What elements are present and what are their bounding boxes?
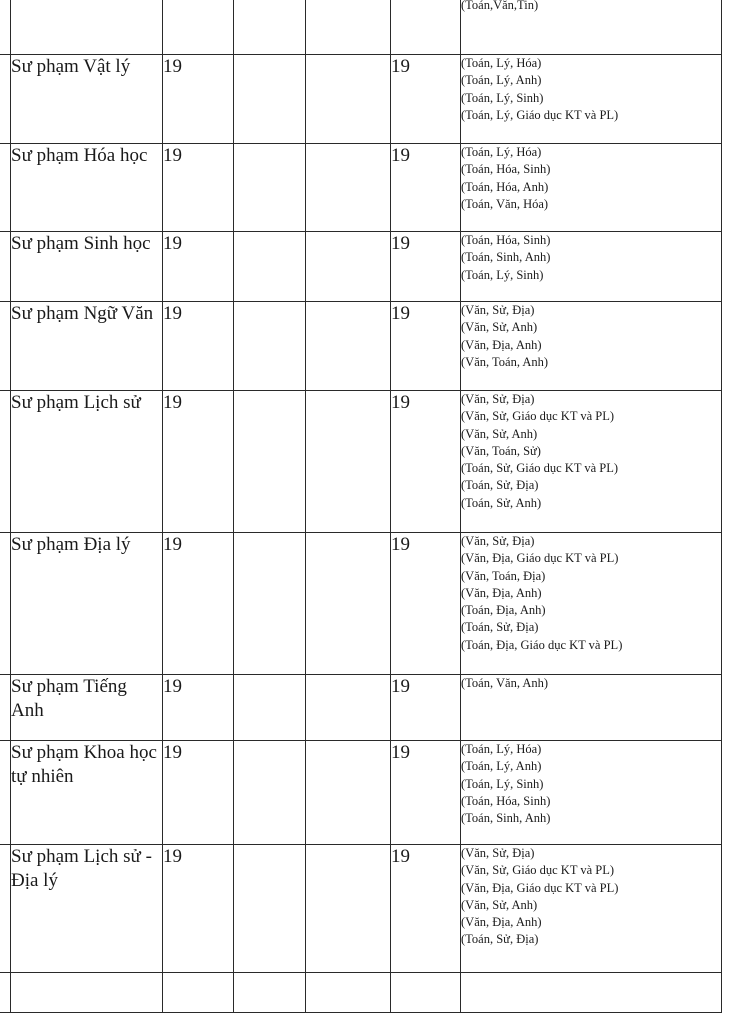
- combo-item: (Văn, Địa, Anh): [461, 915, 542, 930]
- empty-cell: [306, 675, 391, 741]
- table-row: [0, 232, 722, 302]
- empty-cell: [306, 741, 391, 845]
- index-cell: [0, 391, 11, 533]
- empty-cell: [306, 973, 391, 1013]
- empty-cell: [234, 0, 306, 55]
- combo-item: (Văn, Địa, Anh): [461, 337, 542, 352]
- table-row: [0, 144, 722, 232]
- score-secondary: 19: [391, 533, 461, 675]
- score-secondary: 19: [391, 741, 461, 845]
- empty-cell: [306, 232, 391, 302]
- score-secondary: 19: [391, 144, 461, 232]
- index-cell: [0, 55, 11, 144]
- combo-item: (Văn, Sử, Anh): [461, 320, 538, 335]
- subject-combinations: [461, 55, 722, 144]
- score-secondary: 19: [391, 675, 461, 741]
- subject-combinations: [461, 0, 722, 55]
- empty-cell: [234, 232, 306, 302]
- combo-item: (Toán, Sử, Địa): [461, 620, 539, 635]
- combo-item: (Văn, Địa, Giáo dục KT và PL): [461, 880, 619, 895]
- empty-cell: [306, 391, 391, 533]
- combo-item: (Toán, Lý, Sinh): [461, 90, 544, 105]
- combo-item: (Văn, Toán, Địa): [461, 568, 546, 583]
- combo-item: (Toán,Văn,Tin): [461, 0, 539, 12]
- empty-cell: [234, 741, 306, 845]
- combo-item: (Toán, Lý, Hóa): [461, 742, 542, 756]
- combo-item: (Toán, Hóa, Sinh): [461, 162, 551, 177]
- combo-item: (Văn, Sử, Địa): [461, 392, 535, 406]
- combo-item: (Văn, Sử, Địa): [461, 534, 535, 548]
- combo-item: (Toán, Địa, Giáo dục KT và PL): [461, 637, 623, 652]
- score-primary: 19: [163, 675, 234, 741]
- subject-combinations: [461, 845, 722, 973]
- score-primary: 19: [163, 144, 234, 232]
- score-primary: 19: [163, 391, 234, 533]
- combo-item: (Văn, Sử, Giáo dục KT và PL): [461, 409, 615, 424]
- table-row: [0, 741, 722, 845]
- subject-combinations: [461, 232, 722, 302]
- table-row: [0, 973, 722, 1013]
- empty-cell: [234, 675, 306, 741]
- score-primary: 19: [163, 533, 234, 675]
- empty-cell: [461, 973, 722, 1013]
- combo-item: (Văn, Địa, Giáo dục KT và PL): [461, 551, 619, 566]
- combo-item: (Toán, Sử, Giáo dục KT và PL): [461, 461, 619, 476]
- table-row: [0, 55, 722, 144]
- empty-cell: [234, 845, 306, 973]
- combo-item: (Văn, Sử, Địa): [461, 303, 535, 317]
- combo-item: (Toán, Sử, Địa): [461, 932, 539, 947]
- subject-combinations: [461, 675, 722, 741]
- combo-item: (Toán, Lý, Hóa): [461, 145, 542, 159]
- combo-item: (Toán, Lý, Giáo dục KT và PL): [461, 107, 619, 122]
- empty-cell: [306, 302, 391, 391]
- combo-item: (Toán, Lý, Anh): [461, 73, 542, 88]
- subject-combinations: [461, 302, 722, 391]
- empty-cell: [306, 55, 391, 144]
- index-cell: [0, 144, 11, 232]
- combo-item: (Toán, Lý, Hóa): [461, 56, 542, 70]
- table-row: [0, 302, 722, 391]
- empty-cell: [306, 533, 391, 675]
- empty-cell: [234, 55, 306, 144]
- score-primary: 19: [163, 302, 234, 391]
- index-cell: [0, 533, 11, 675]
- subject-combinations: [461, 391, 722, 533]
- empty-cell: [306, 0, 391, 55]
- score-secondary: 19: [391, 391, 461, 533]
- empty-cell: [234, 144, 306, 232]
- subject-combinations: [461, 533, 722, 675]
- score-primary: [163, 0, 234, 55]
- table-row: [0, 845, 722, 973]
- score-secondary: 19: [391, 232, 461, 302]
- table-row: [0, 391, 722, 533]
- major-name: Sư phạm Vật lý: [11, 55, 163, 144]
- combo-item: (Toán, Lý, Sinh): [461, 776, 544, 791]
- major-name: [11, 0, 163, 55]
- score-secondary: 19: [391, 845, 461, 973]
- combo-item: (Toán, Văn, Anh): [461, 676, 549, 690]
- combo-item: (Toán, Hóa, Sinh): [461, 793, 551, 808]
- table-row: [0, 0, 722, 55]
- major-name: Sư phạm Hóa học: [11, 144, 163, 232]
- combo-item: (Văn, Sử, Địa): [461, 846, 535, 860]
- score-primary: 19: [163, 232, 234, 302]
- index-cell: [0, 0, 11, 55]
- table-row: [0, 533, 722, 675]
- combo-item: (Toán, Địa, Anh): [461, 603, 546, 618]
- empty-cell: [234, 391, 306, 533]
- score-primary: 19: [163, 741, 234, 845]
- score-secondary: 19: [391, 55, 461, 144]
- major-name: Sư phạm Lịch sử: [11, 391, 163, 533]
- combo-item: (Toán, Sinh, Anh): [461, 811, 551, 826]
- index-cell: [0, 845, 11, 973]
- subject-combinations: [461, 741, 722, 845]
- combo-item: (Toán, Lý, Sinh): [461, 267, 544, 282]
- empty-cell: [0, 973, 11, 1013]
- combo-item: (Văn, Toán, Sử): [461, 443, 541, 458]
- major-name: Sư phạm Tiếng Anh: [11, 675, 163, 741]
- combo-item: (Văn, Sử, Giáo dục KT và PL): [461, 863, 615, 878]
- index-cell: [0, 232, 11, 302]
- score-secondary: [391, 0, 461, 55]
- subject-combinations: [461, 144, 722, 232]
- combo-item: (Toán, Sinh, Anh): [461, 250, 551, 265]
- combo-item: (Văn, Sử, Anh): [461, 897, 538, 912]
- combo-item: (Văn, Toán, Anh): [461, 354, 549, 369]
- combo-item: (Toán, Hóa, Sinh): [461, 233, 551, 247]
- empty-cell: [234, 533, 306, 675]
- combo-item: (Văn, Sử, Anh): [461, 426, 538, 441]
- major-name: Sư phạm Sinh học: [11, 232, 163, 302]
- empty-cell: [11, 973, 163, 1013]
- empty-cell: [306, 845, 391, 973]
- combo-item: (Toán, Hóa, Anh): [461, 179, 549, 194]
- empty-cell: [234, 973, 306, 1013]
- major-name: Sư phạm Ngữ Văn: [11, 302, 163, 391]
- combo-item: (Toán, Văn, Hóa): [461, 196, 549, 211]
- empty-cell: [163, 973, 234, 1013]
- combo-item: (Văn, Địa, Anh): [461, 585, 542, 600]
- score-primary: 19: [163, 55, 234, 144]
- combo-item: (Toán, Lý, Anh): [461, 759, 542, 774]
- index-cell: [0, 741, 11, 845]
- empty-cell: [391, 973, 461, 1013]
- combo-item: (Toán, Sử, Anh): [461, 495, 542, 510]
- score-secondary: 19: [391, 302, 461, 391]
- empty-cell: [234, 302, 306, 391]
- index-cell: [0, 675, 11, 741]
- major-name: Sư phạm Địa lý: [11, 533, 163, 675]
- major-name: Sư phạm Lịch sử - Địa lý: [11, 845, 163, 973]
- index-cell: [0, 302, 11, 391]
- empty-cell: [306, 144, 391, 232]
- major-name: Sư phạm Khoa học tự nhiên: [11, 741, 163, 845]
- combo-item: (Toán, Sử, Địa): [461, 478, 539, 493]
- table-row: [0, 675, 722, 741]
- score-primary: 19: [163, 845, 234, 973]
